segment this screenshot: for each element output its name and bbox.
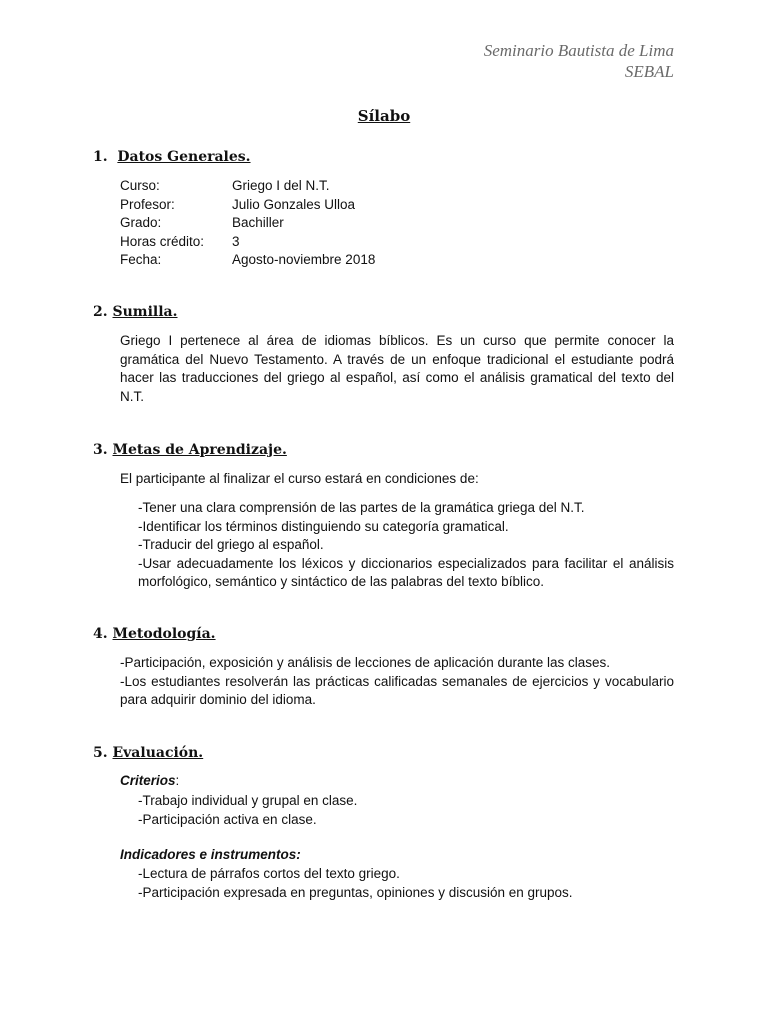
info-row (120, 196, 375, 215)
section-5-heading (93, 745, 203, 761)
section-2-heading (93, 304, 178, 320)
section-4-heading (93, 626, 216, 642)
summary-paragraph: Griego I pertenece al área de idiomas bíblicos. Es un curso que permite conocer la gramática del Nuevo Testamento. A través de un enfoque tradicional el estudiante podrá hacer las traducciones del griego al español, así como el análisis gramatical del texto del N.T. (120, 333, 674, 404)
list-item: -Participación, exposición y análisis de lecciones de aplicación durante las clases. (120, 655, 611, 670)
info-value: 3 (232, 233, 240, 249)
info-row (120, 177, 375, 196)
info-value: Julio Gonzales Ulloa (232, 196, 356, 212)
list-item: -Usar adecuadamente los léxicos y diccionarios especializados para facilitar el análisis morfológico, semántico y sintáctico de las palabras del texto bíblico. (138, 555, 674, 589)
criteria-list (138, 792, 674, 829)
info-row (120, 233, 375, 252)
section-label: Datos Generales. (117, 149, 251, 165)
section-3-heading (93, 442, 287, 458)
section-label: Metas de Aprendizaje. (112, 442, 287, 458)
section-1-heading (93, 149, 251, 165)
info-key: Profesor: (120, 196, 175, 212)
info-row (120, 251, 375, 270)
goals-list (138, 499, 674, 592)
section-number: 4. (93, 626, 108, 642)
criteria-label: Criterios (120, 773, 176, 788)
institution-header (484, 40, 674, 82)
indicators-heading: Indicadores e instrumentos: (120, 847, 301, 862)
info-value: Agosto-noviembre 2018 (232, 252, 376, 267)
section-label: Evaluación. (112, 745, 204, 761)
list-item: -Participación expresada en preguntas, opiniones y discusión en grupos. (138, 884, 573, 900)
institution-abbr: SEBAL (624, 62, 674, 81)
info-value: Bachiller (232, 215, 284, 230)
methodology-list (120, 654, 674, 710)
info-key: Grado: (120, 215, 162, 230)
section-number: 1. (93, 149, 108, 165)
list-item: -Tener una clara comprensión de las partes de la gramática griega del N.T. (138, 500, 585, 515)
info-key: Curso: (120, 178, 160, 193)
list-item: -Identificar los términos distinguiendo su categoría gramatical. (138, 518, 509, 534)
section-label: Sumilla. (112, 304, 178, 320)
section-number: 5. (93, 745, 108, 761)
indicators-list (138, 865, 674, 902)
criteria-heading (120, 773, 179, 788)
document-title: Sílabo (357, 107, 411, 125)
list-item: -Los estudiantes resolverán las prácticas calificadas semanales de ejercicios y vocabulario para adquirir dominio del idioma. (120, 673, 674, 707)
list-item: -Trabajo individual y grupal en clase. (138, 793, 358, 808)
list-item: -Participación activa en clase. (138, 811, 317, 827)
info-value: Griego I del N.T. (232, 178, 330, 193)
info-key: Horas crédito: (120, 233, 205, 249)
section-number: 2. (93, 304, 108, 320)
info-key: Fecha: (120, 252, 162, 267)
list-item: -Lectura de párrafos cortos del texto griego. (138, 866, 400, 881)
criteria-colon: : (175, 773, 180, 788)
goals-intro: El participante al finalizar el curso estará en condiciones de: (120, 471, 479, 486)
info-row (120, 214, 375, 233)
general-data-table (120, 177, 375, 270)
section-label: Metodología. (112, 626, 216, 642)
institution-name: Seminario Bautista de Lima (483, 41, 674, 60)
list-item: -Traducir del griego al español. (138, 537, 324, 552)
section-number: 3. (93, 442, 108, 458)
